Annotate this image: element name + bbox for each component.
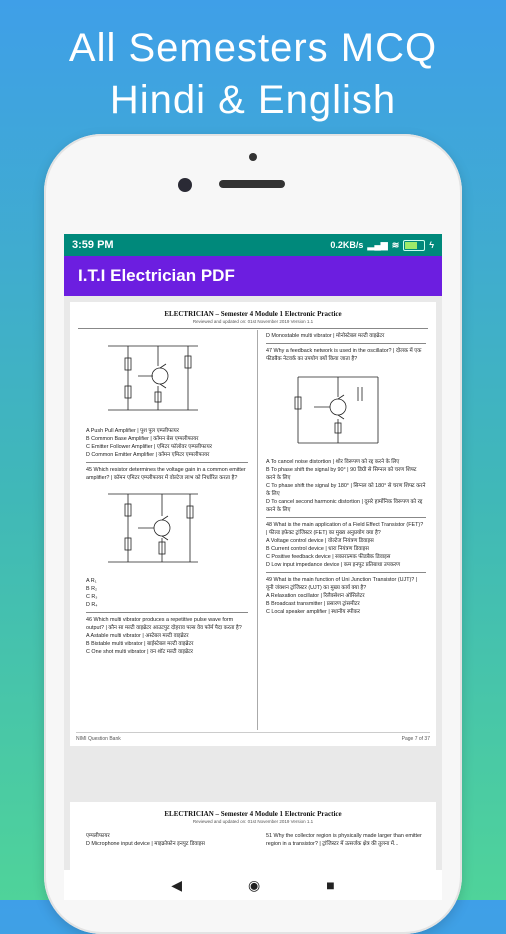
question-divider [266,343,426,344]
headline-line-2: Hindi & English [109,78,397,122]
page2-option-d: D Microphone input device | माइक्रोफ़ोन इनपुट डिवाइस [86,841,205,847]
page2-left-column [86,832,248,848]
title-divider [78,328,428,329]
q49-option-c: C Local speaker amplifier | स्थानीय स्पीकर [266,609,360,615]
page2-title: ELECTRICIAN – Semester 4 Module 1 Electronic Practice [164,810,342,818]
left-column [86,332,248,656]
q47-option-d: D To cancel second harmonic distortion | दूसरे हार्मोनिक विरूपण को रद्द करने के लिए [266,499,423,513]
circuit-diagram-2 [98,486,218,570]
question-divider [86,462,248,463]
proximity-sensor [249,153,257,161]
q48-option-d: D Low input impedance device | कम इनपुट प्रतिबाधा उपकरण [266,562,401,568]
question-divider [266,572,426,573]
headline-line-1: All Semesters MCQ [68,26,438,70]
earpiece-speaker [219,180,285,188]
option-b: B Common Base Amplifier | कॉमन बेस एम्पलीफायर [86,436,199,442]
option-c-r3: C R₃ [86,594,98,600]
circuit-diagram-1 [98,336,218,420]
option-a: A Push Pull Amplifier | पुश पुल एम्प्लीफायर [86,428,179,434]
q48-option-a: A Voltage control device | वोल्टेज नियंत्रण डिवाइस [266,538,374,544]
page2-right-column [266,832,426,848]
signal-icon: ▂▄▆ [367,239,388,250]
front-camera [178,178,192,192]
question-48: 48 What is the main application of a Field Effect Transistor (FET)? | फील्ड इफ़ेक्ट ट्रांजिस्टर (FET) का मुख्य अनुप्रयोग क्या है? [266,522,424,536]
q46-option-b: B Bistable multi vibrator | बाईस्टेबल मल्टी वाइब्रेटर [86,641,194,647]
page2-subtitle: Reviewed and updated on: 01st November 2019 Version 1.1 [192,819,314,824]
app-title: I.T.I Electrician PDF [78,266,235,285]
phone-screen [64,234,442,900]
question-45: 45 Which resistor determines the voltage gain in a common emitter amplifier? | कॉमन एमिटर एम्प्लीफायर में वोल्टेज लाभ को निर्धारित करता है? [86,467,246,481]
page-title: ELECTRICIAN – Semester 4 Module 1 Electronic Practice [164,310,342,318]
footer-source: NIMI Question Bank [76,736,121,742]
option-c: C Emitter Follower Amplifier | एमिटर फॉलोवर एम्पलीफायर [86,444,212,450]
option-d-r4: D R₄ [86,602,98,608]
page2-left-text: एम्पलीफायर [86,833,110,839]
recent-apps-icon[interactable]: ■ [326,877,335,893]
q49-option-b: B Broadcast transmitter | प्रसारण ट्रांसमीटर [266,601,360,607]
status-bar [64,234,442,256]
option-b-r2: B R₂ [86,586,98,592]
q49-option-a: A Relaxation oscillator | रिलैक्सेशन ऑसिलेटर [266,593,365,599]
right-column [266,332,426,616]
question-46: 46 Which multi vibrator produces a repetitive pulse wave form output? | कौन सा मल्टी वाइब्रेटर आउटपुट दोहराव पल्स वेव फॉर्म पैदा करता है? [86,617,242,631]
network-speed: 0.2KB/s [330,240,364,250]
back-icon[interactable]: ◀ [171,877,183,893]
page-footer [76,732,430,742]
q48-option-c: C Positive feedback device | सकारात्मक फीडबैक डिवाइस [266,554,391,560]
wifi-icon: ≋ [391,239,400,250]
charging-icon: ϟ [429,240,434,250]
question-51: 51 Why the collector region is physically made larger than emitter region in a transistor? | ट्रांजिस्टर में उत्सर्जक क्षेत्र की तुलना में... [266,833,422,847]
navigation-bar [64,870,442,900]
question-divider [86,612,248,613]
q48-option-b: B Current control device | धारा नियंत्रण डिवाइस [266,546,369,552]
home-icon[interactable]: ◉ [248,877,261,893]
question-47: 47 Why a feedback network is used in the oscillator? | दोलक में एक फीडबैक नेटवर्क का उपयोग क्यों किया जाता है? [266,348,422,362]
pdf-viewer[interactable] [64,296,442,871]
q47-option-c: C To phase shift the signal by 180° | सिग्नल को 180° से चरण शिफ्ट करने के लिए [266,483,426,497]
q46-option-a: A Astable multi vibrator | अस्टेबल मल्टी वाइब्रेटर [86,633,189,639]
q47-option-b: B To phase shift the signal by 90° | 90 डिग्री से सिग्नल को चरण शिफ्ट करने के लिए [266,467,417,481]
q47-option-a: A To cancel noise distortion | शोर विरूपण को रद्द करने के लिए [266,459,400,465]
app-bar [64,256,442,296]
battery-icon [403,240,425,251]
pdf-page [70,302,436,746]
oscillator-circuit-diagram [278,367,398,451]
status-time: 3:59 PM [72,239,114,251]
question-divider [266,517,426,518]
status-icons [330,240,434,251]
page-number: Page 7 of 37 [401,736,430,742]
page-subtitle: Reviewed and updated on: 01st November 2019 Version 1.1 [192,319,314,324]
q46-option-c: C One shot multi vibrator | वन शॉट मल्टी वाइब्रेटर [86,649,194,655]
option-a-r1: A R₁ [86,578,97,584]
q46-option-d: D Monostable multi vibrator | मोनोस्टेबल मल्टी वाइब्रेटर [266,333,385,339]
option-d: D Common Emitter Amplifier | कॉमन एमिटर एम्पलीफायर [86,452,210,458]
column-divider [257,330,258,730]
question-49: 49 What is the main function of Uni Junction Transistor (UJT)? | यूनी जंक्शन ट्रांजिस्टर (UJT) का मुख्य कार्य क्या है? [266,577,418,591]
